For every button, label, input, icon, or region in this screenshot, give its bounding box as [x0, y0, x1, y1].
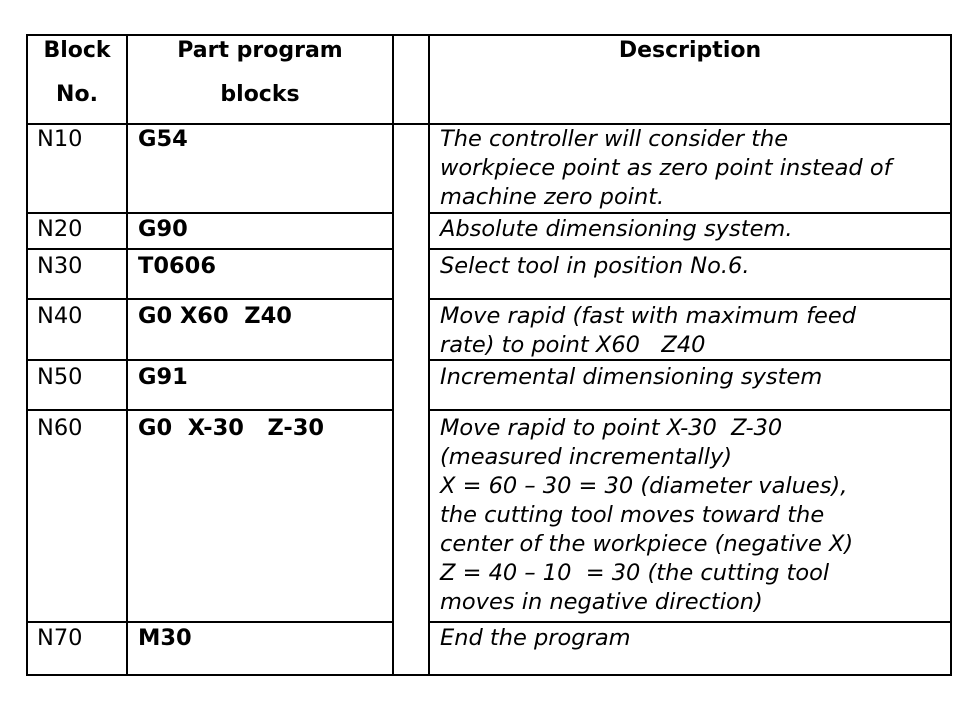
header-block-no: Block No.: [43, 38, 111, 107]
row-separator-n40-left: [26, 359, 394, 361]
block-number-n10: N10: [37, 126, 83, 152]
description-n50: Incremental dimensioning system: [440, 364, 823, 390]
table-border-bottom: [26, 674, 952, 676]
program-block-n60: G0 X-30 Z-30: [138, 415, 325, 441]
row-separator-n20-left: [26, 248, 394, 250]
row-separator-n10-left: [26, 212, 394, 214]
program-block-n70: M30: [138, 625, 192, 651]
description-n30: Select tool in position No.6.: [440, 253, 750, 279]
header-part-program: Part program blocks: [177, 38, 343, 107]
table-border-right: [950, 34, 952, 676]
row-separator-n10-right: [428, 212, 952, 214]
row-separator-n30-left: [26, 298, 394, 300]
header-description: Description: [618, 38, 762, 63]
description-n40: Move rapid (fast with maximum feed rate) to point X60 Z40: [440, 303, 856, 358]
block-number-n50: N50: [37, 364, 83, 390]
block-number-n30: N30: [37, 253, 83, 279]
column-divider-1: [126, 34, 128, 676]
description-n70: End the program: [440, 625, 631, 651]
program-block-n40: G0 X60 Z40: [138, 303, 292, 329]
block-number-n60: N60: [37, 415, 83, 441]
block-number-n20: N20: [37, 216, 83, 242]
program-block-n50: G91: [138, 364, 188, 390]
column-divider-2: [392, 34, 394, 676]
block-number-n70: N70: [37, 625, 83, 651]
column-divider-3: [428, 34, 430, 676]
row-separator-n20-right: [428, 248, 952, 250]
row-separator-n50-left: [26, 409, 394, 411]
row-separator-n60-right: [428, 621, 952, 623]
block-number-n40: N40: [37, 303, 83, 329]
row-separator-n30-right: [428, 298, 952, 300]
program-block-n30: T0606: [138, 253, 216, 279]
program-block-n20: G90: [138, 216, 188, 242]
table-border-left: [26, 34, 28, 676]
row-separator-n50-right: [428, 409, 952, 411]
description-n10: The controller will consider the workpiece point as zero point instead of machine zero point.: [440, 126, 892, 210]
program-block-n10: G54: [138, 126, 188, 152]
description-n60: Move rapid to point X-30 Z-30 (measured incrementally) X = 60 – 30 = 30 (diameter values), the cutting tool moves toward the center of the workpiece (negative X) Z = 40 – 10 = 30 (the cutting tool moves in negative direction): [440, 415, 854, 615]
description-n20: Absolute dimensioning system.: [440, 216, 793, 242]
row-separator-n60-left: [26, 621, 394, 623]
